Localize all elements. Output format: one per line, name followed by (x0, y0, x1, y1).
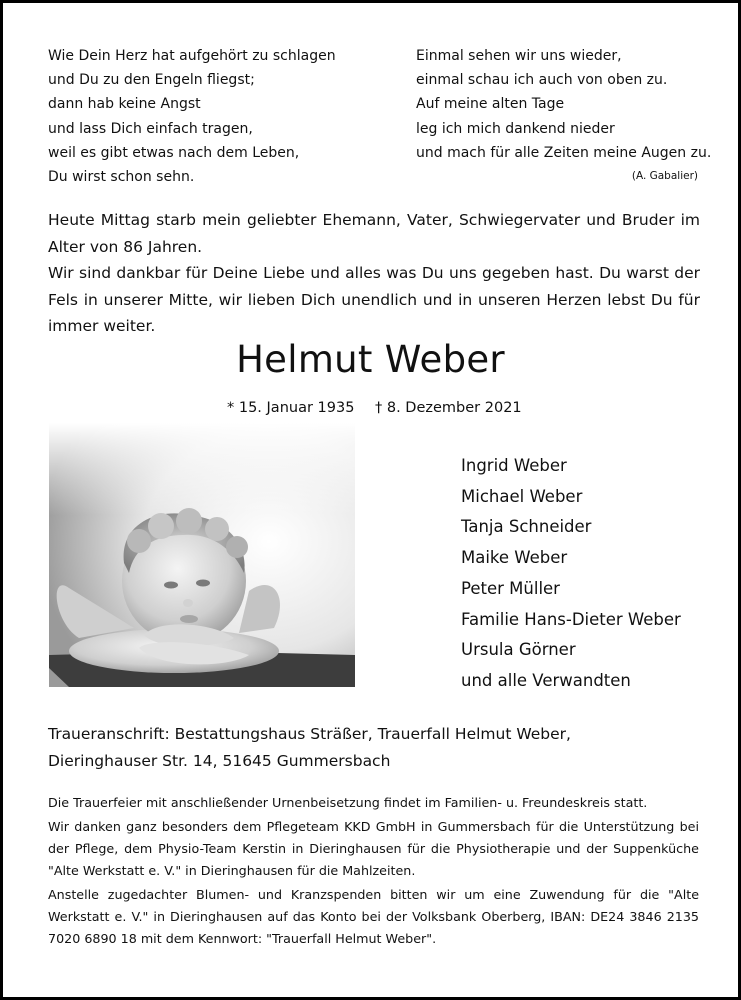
poem-line: Wie Dein Herz hat aufgehört zu schlagen (48, 48, 336, 64)
announcement-text (48, 207, 700, 340)
cherub-photo (49, 423, 355, 687)
poem-line: Du wirst schon sehn. (48, 169, 195, 186)
thanks-note: Wir danken ganz besonders dem Pflegeteam KKD GmbH in Gummersbach für die Unterstützung bei der Pflege, dem Physio-Team Kerstin in Dieringhausen für die Physiotherapie und der Suppenküche "Alte Werkstatt e. V." in Dieringhausen für die Mahlzeiten. (48, 819, 699, 878)
deceased-name: Helmut Weber (236, 338, 505, 381)
mourner-name: Tanja Schneider (461, 517, 592, 537)
mourner-name: Ursula Görner (461, 640, 576, 660)
poem-line: einmal schau ich auch von oben zu. (416, 72, 668, 89)
announcement-paragraph: Heute Mittag starb mein geliebter Ehemann, Vater, Schwiegervater und Bruder im Alter von 86 Jahren. (48, 211, 700, 256)
mourner-name: Ingrid Weber (461, 456, 567, 475)
poem-author: (A. Gabalier) (631, 170, 698, 183)
mourning-address (48, 721, 571, 775)
mourner-name: Michael Weber (461, 486, 583, 506)
poem-right-stanza (416, 44, 712, 185)
notes-section (48, 792, 699, 950)
mourner-name: Familie Hans-Dieter Weber (461, 609, 681, 629)
mourner-name: und alle Verwandten (461, 670, 631, 690)
poem-line: Einmal sehen wir uns wieder, (416, 48, 622, 64)
death-date: † 8. Dezember 2021 (375, 400, 522, 416)
birth-date: * 15. Januar 1935 (227, 400, 355, 416)
poem-line: leg ich mich dankend nieder (416, 120, 615, 137)
mourner-name: Maike Weber (461, 548, 568, 568)
donation-note: Anstelle zugedachter Blumen- und Kranzspenden bitten wir um eine Zuwendung für die "Alte Werkstatt e. V." in Dieringhausen auf das Konto bei der Volksbank Oberberg, IBAN: DE24 3846 2135 7020 6890 18 mit dem Kennwort: "Trauerfall Helmut Weber". (48, 887, 699, 946)
mourners-list (461, 451, 681, 697)
poem-left-stanza (48, 44, 336, 189)
poem-line: dann hab keine Angst (48, 96, 201, 113)
poem-line: weil es gibt etwas nach dem Leben, (48, 144, 300, 161)
address-line: Traueranschrift: Bestattungshaus Sträßer, Trauerfall Helmut Weber, (48, 725, 571, 743)
ceremony-note: Die Trauerfeier mit anschließender Urnenbeisetzung findet im Familien- u. Freundeskreis statt. (48, 795, 648, 810)
poem-line: und Du zu den Engeln fliegst; (48, 72, 255, 89)
poem-line: und lass Dich einfach tragen, (48, 120, 253, 137)
poem-line: Auf meine alten Tage (416, 96, 565, 113)
mourner-name: Peter Müller (461, 578, 560, 598)
address-line: Dieringhauser Str. 14, 51645 Gummersbach (48, 752, 391, 770)
poem-line: und mach für alle Zeiten meine Augen zu. (416, 144, 712, 161)
announcement-paragraph: Wir sind dankbar für Deine Liebe und alles was Du uns gegeben hast. Du warst der Fels in unserer Mitte, wir lieben Dich unendlich und in unseren Herzen lebst Du für immer weiter. (48, 264, 700, 335)
